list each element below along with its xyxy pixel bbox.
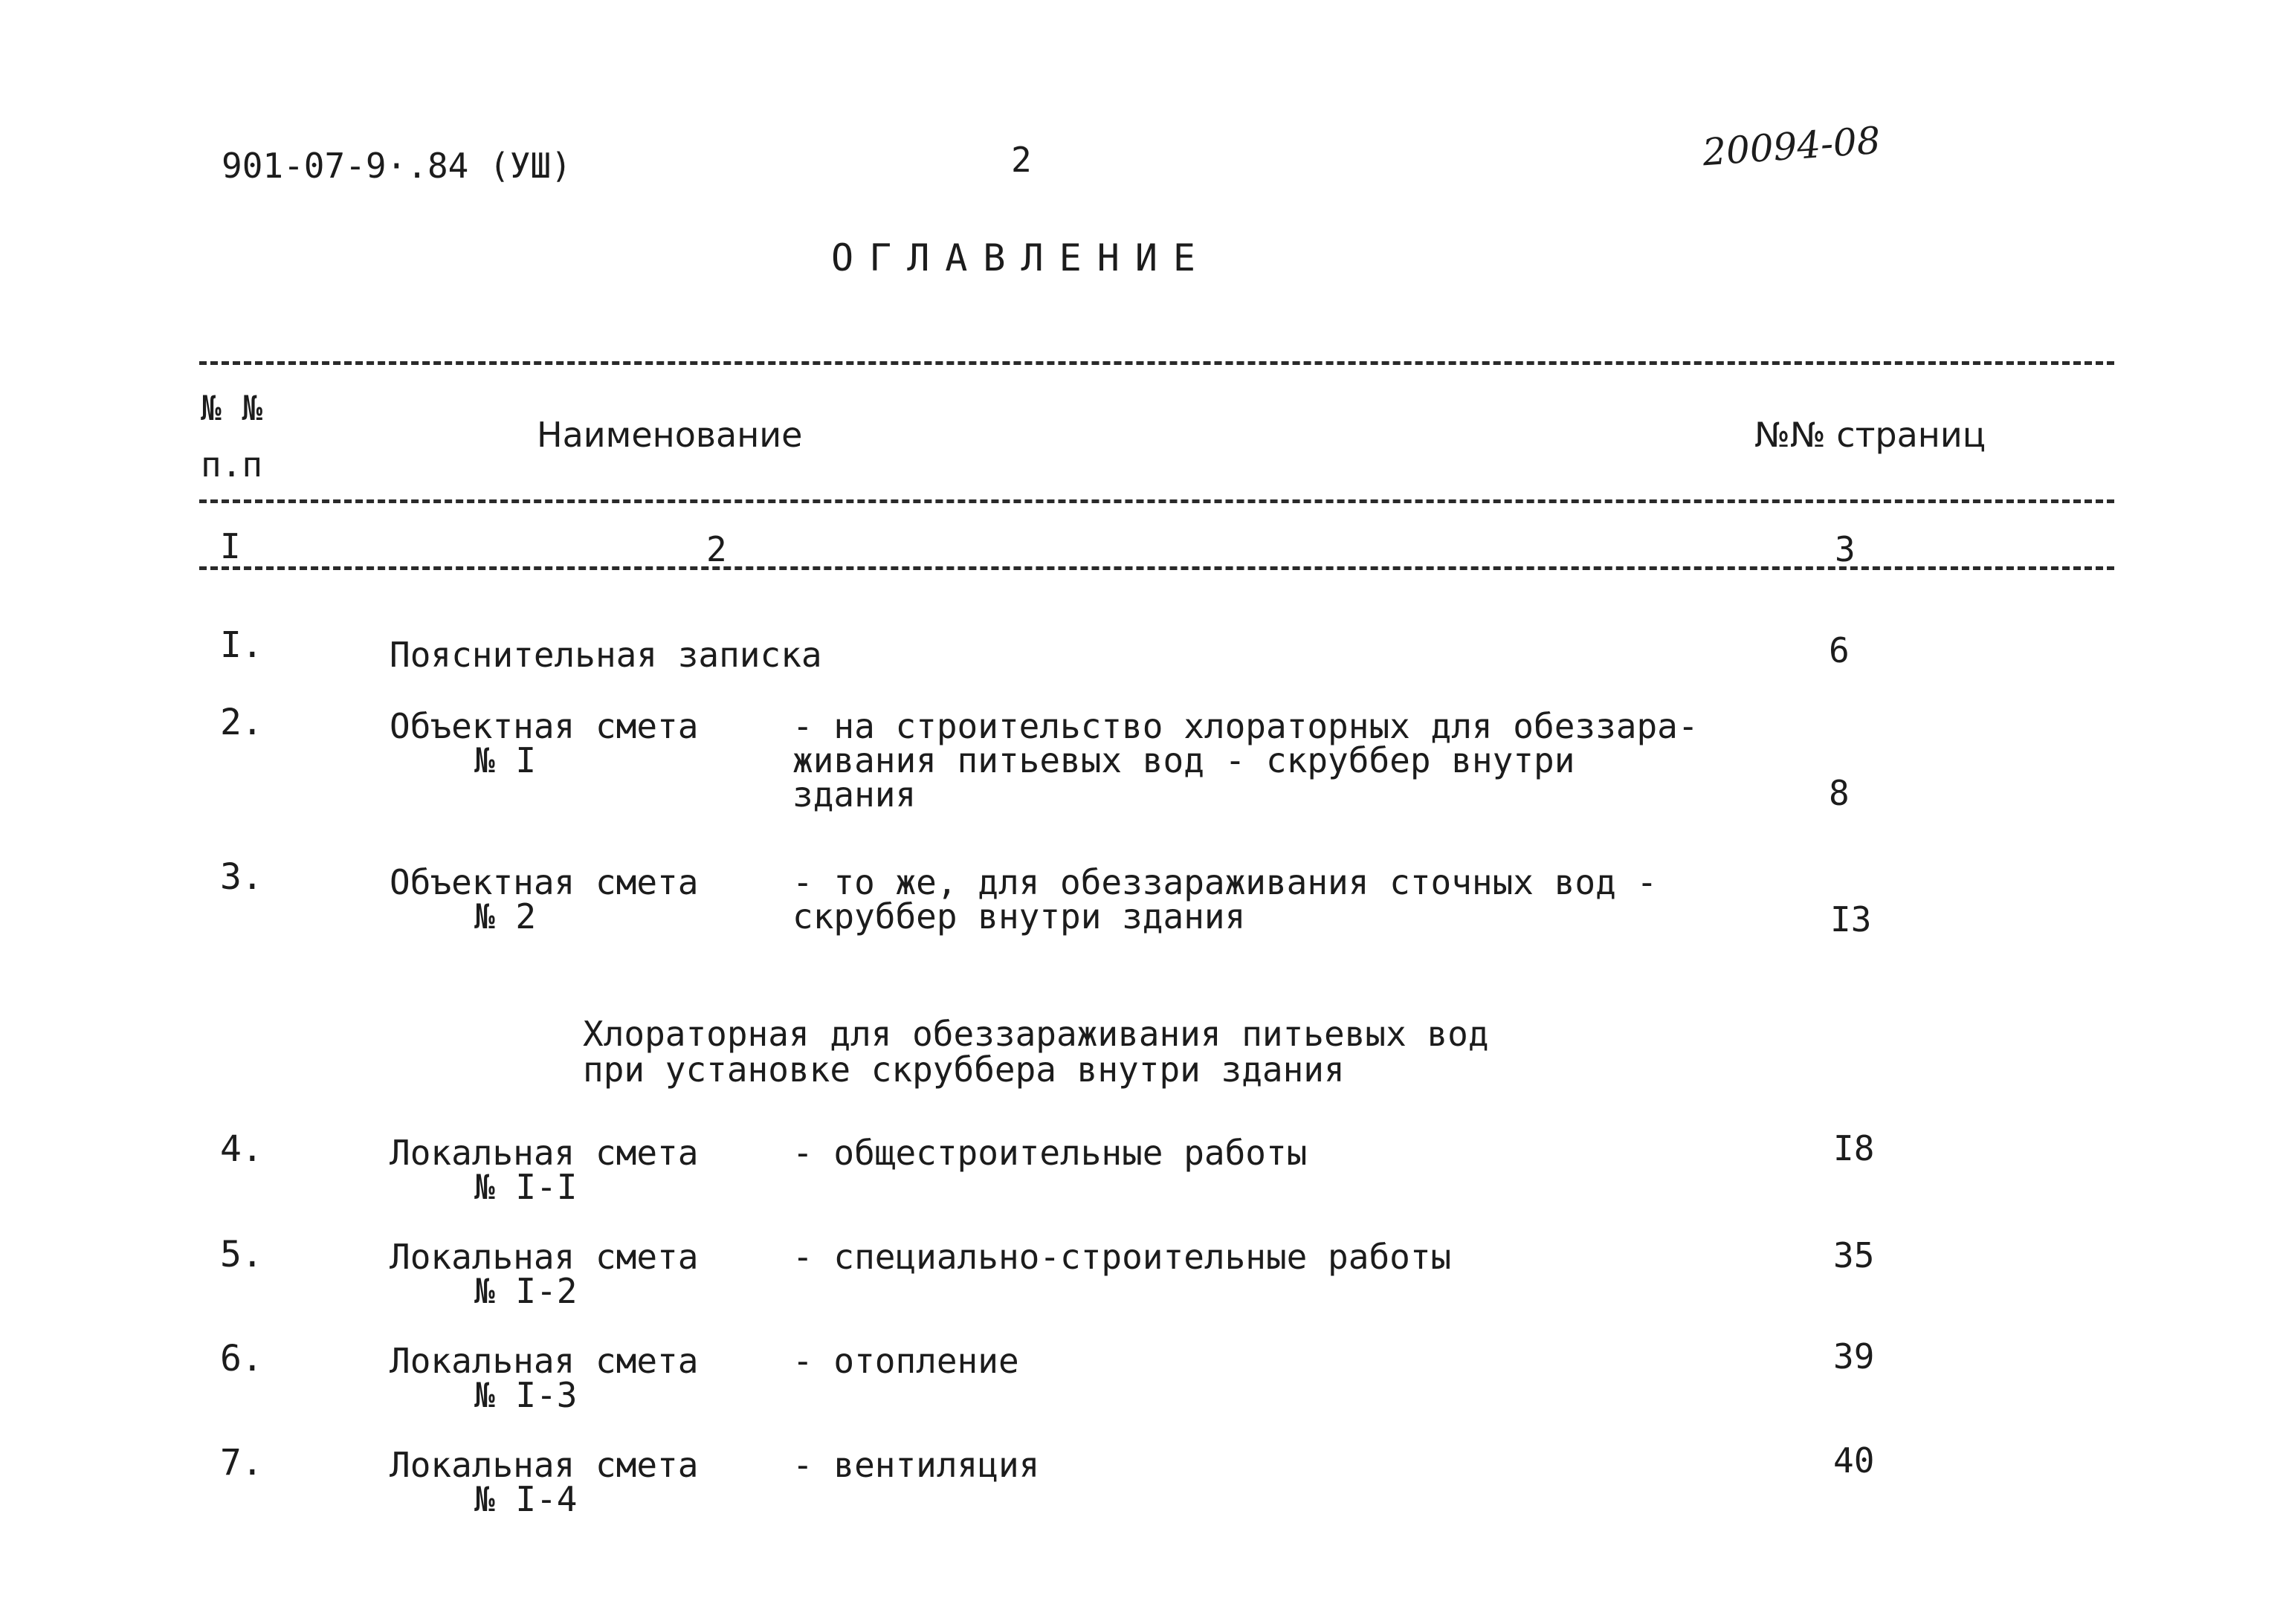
section-heading-line: Хлораторная для обеззараживания питьевых вод [583,1014,1489,1054]
row-number: 5. [220,1234,263,1275]
row-number: 3. [220,856,263,898]
row-page: 8 [1829,773,1850,813]
col-name-label: Наименование [537,415,803,455]
row-description-line: - специально-строительные работы [792,1237,1452,1277]
row-estimate-number: № I-2 [474,1271,578,1311]
col-number-label-line1: № № [201,388,263,428]
row-title: Пояснительная записка [390,635,822,675]
row-description-line: - на строительство хлораторных для обеззара- [792,706,1699,746]
row-estimate-number: № I-I [474,1167,578,1207]
row-number: I. [220,624,263,666]
row-title: Локальная смета [390,1133,699,1173]
page-number: 2 [1011,140,1032,180]
header-middle-rule [199,499,2114,503]
row-title: Локальная смета [390,1341,699,1381]
row-number: 4. [220,1128,263,1170]
row-page: 40 [1833,1440,1875,1481]
section-heading-line: при установке скруббера внутри здания [583,1049,1345,1090]
row-page: 39 [1833,1336,1875,1376]
row-number: 6. [220,1338,263,1379]
row-description-line: - отопление [792,1341,1019,1381]
row-title: Локальная смета [390,1445,699,1485]
row-estimate-number: № I-3 [474,1375,578,1415]
col-index-1: I [220,526,241,566]
row-number: 2. [220,702,263,743]
row-description-line: - то же, для обеззараживания сточных вод - [792,862,1658,902]
page-title: ОГЛАВЛЕНИЕ [831,236,1212,279]
row-page: 35 [1833,1235,1875,1275]
row-estimate-number: № I [474,740,537,780]
col-number-label-line2: п.п [201,444,263,485]
row-page: 6 [1829,630,1850,670]
header-bottom-rule [199,566,2114,570]
row-description-line: скруббер внутри здания [792,896,1246,936]
row-page: I3 [1830,899,1872,939]
header-top-rule [199,361,2114,365]
row-estimate-number: № 2 [474,896,537,936]
inventory-number: 20094-08 [1701,118,1882,175]
row-description-line: - общестроительные работы [792,1133,1308,1173]
row-title: Объектная смета [390,862,699,902]
row-description-line: живания питьевых вод - скруббер внутри [792,740,1575,780]
row-title: Объектная смета [390,706,699,746]
row-title: Локальная смета [390,1237,699,1277]
document-code: 901-07-9·.84 (УШ) [222,146,572,186]
col-pages-label: №№ страниц [1754,415,1986,455]
row-description-line: - вентиляция [792,1445,1040,1485]
row-estimate-number: № I-4 [474,1479,578,1519]
col-index-2: 2 [706,529,727,569]
row-number: 7. [220,1442,263,1484]
col-index-3: 3 [1835,529,1856,569]
row-page: I8 [1833,1128,1875,1168]
row-description-line: здания [792,774,917,815]
